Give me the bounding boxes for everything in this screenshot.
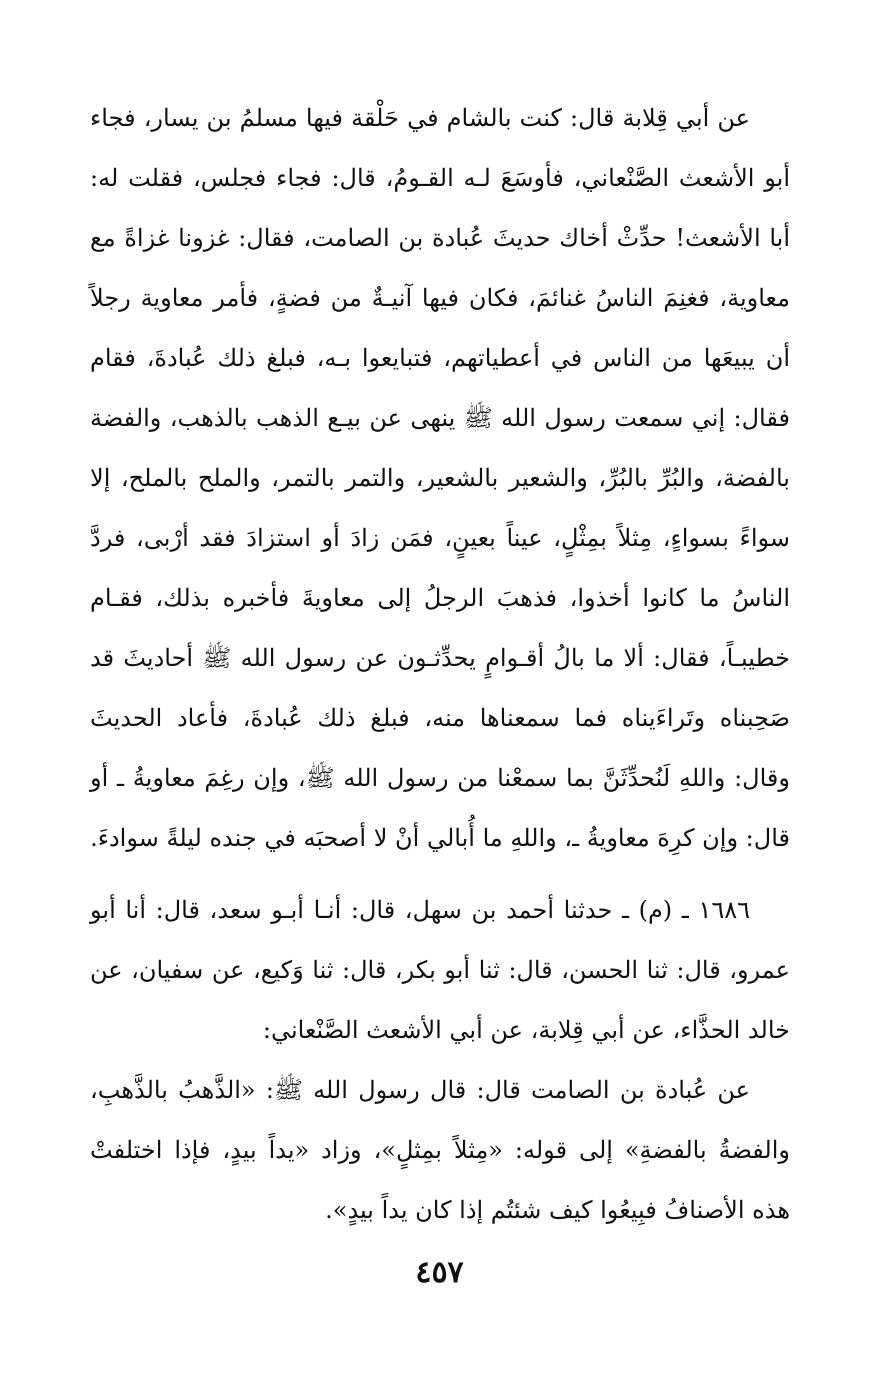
- main-text: [90, 88, 790, 1240]
- hadith-paragraph-abu-qilaba: عن أبي قِلابة قال: كنت بالشام في حَلْقة فيها مسلمُ بن يسار، فجاء أبو الأشعث الصَّنْعاني، فأوسَعَ لـه القـومُ، قال: فجاء فجلس، فقلت له: أبا الأشعث! حدِّثْ أخاك حديثَ عُبادة بن الصامت، فقال: غزونا غزاةً مع معاوية، فغنِمَ الناسُ غنائمَ، فكان فيها آنيـةٌ من فضةٍ، فأمر معاوية رجلاً أن يبيعَها من الناس في أعطياتهم، فتبايعوا بـه، فبلغ ذلك عُبادةَ، فقام فقال: إني سمعت رسول الله ﷺ ينهى عن بيـع الذهب بالذهب، والفضة بالفضة، والبُرِّ بالبُرِّ، والشعير بالشعير، والتمر بالتمر، والملح بالملح، إلا سواءً بسواءٍ، مِثلاً بمِثْلٍ، عيناً بعينٍ، فمَن زادَ أو استزادَ فقد أرْبى، فردَّ الناسُ ما كانوا أخذوا، فذهبَ الرجلُ إلى معاويةَ فأخبره بذلك، فقـام خطيبـاً، فقال: ألا ما بالُ أقـوامٍ يحدِّثـون عن رسول الله ﷺ أحاديثَ قد صَحِبناه وتَراءَيناه فما سمعناها منه، فبلغ ذلك عُبادةَ، فأعاد الحديثَ وقال: واللهِ لَنُحدِّثَنَّ بما سمعْنا من رسول الله ﷺ، وإن رغِمَ معاويةُ ـ أو قال: وإن كرِهَ معاويةُ ـ، واللهِ ما أُبالي أنْ لا أصحبَه في جنده ليلةً سوادءَ.: [90, 104, 790, 852]
- hadith-paragraph-ubada: عن عُبادة بن الصامت قال: قال رسول الله ﷺ: «الذَّهبُ بالذَّهبِ، والفضةُ بالفضةِ» إلى قوله: «مِثلاً بمِثلٍ»، وزاد «يداً بيدٍ، فإذا اختلفتْ هذه الأصنافُ فبِيعُوا كيف شئتُم إذا كان يداً بيدٍ».: [90, 1076, 790, 1224]
- hadith-isnad-1686: ١٦٨٦ ـ (م) ـ حدثنا أحمد بن سهل، قال: أنـا أبـو سعد، قال: أنا أبو عمرو، قال: ثنا الحسن، قال: ثنا أبو بكر، قال: ثنا وَكيع، عن سفيان، عن خالد الحذَّاء، عن أبي قِلابة، عن أبي الأشعث الصَّنْعاني:: [90, 896, 790, 1044]
- page-number: ٤٥٧: [415, 1255, 464, 1290]
